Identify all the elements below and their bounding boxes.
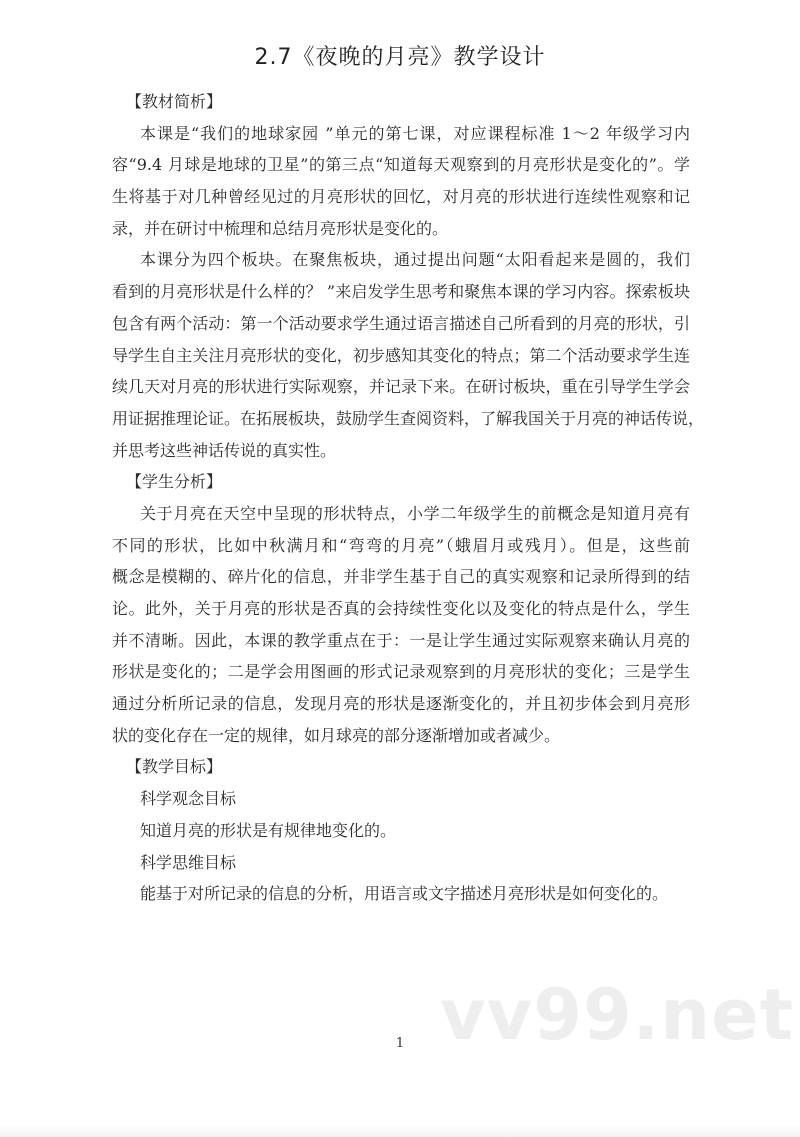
goal-title-science-thinking: 科学思维目标 (140, 852, 237, 872)
document-body (112, 86, 705, 910)
paragraph-line: 导学生自主关注月亮形状的变化，初步感知其变化的特点；第二个活动要求学生连 (112, 345, 690, 365)
paragraph-line: 概念是模糊的、碎片化的信息，并非学生基于自己的真实观察和记录所得到的结 (112, 567, 690, 587)
paragraph-line: 形状是变化的；二是学会用图画的形式记录观察到的月亮形状的变化；三是学生 (112, 662, 690, 682)
paragraph-line: 状的变化存在一定的规律，如月球亮的部分逐渐增加或者减少。 (112, 725, 561, 745)
paragraph-line: 看到的月亮形状是什么样的？ ”来启发学生思考和聚焦本课的学习内容。探索板块 (112, 282, 690, 302)
page-number: 1 (395, 1036, 405, 1051)
paragraph-line: 本课是“我们的地球家园 ”单元的第七课，对应课程标准 1～2 年级学习内 (140, 123, 690, 143)
goal-text-science-concept: 知道月亮的形状是有规律地变化的。 (140, 820, 397, 840)
section-heading-teaching-goals: 【教学目标】 (126, 757, 223, 777)
paragraph-line: 包含有两个活动：第一个活动要求学生通过语言描述自己所看到的月亮的形状，引 (112, 313, 690, 333)
paragraph-line: 本课分为四个板块。在聚焦板块，通过提出问题“太阳看起来是圆的，我们 (140, 250, 690, 270)
paragraph-line: 录，并在研讨中梳理和总结月亮形状是变化的。 (112, 218, 449, 238)
page-bottom-edge (0, 1125, 800, 1137)
section-heading-student-analysis: 【学生分析】 (126, 472, 223, 492)
watermark: vv99.net (440, 974, 795, 1056)
document-title: 2.7《夜晚的月亮》教学设计 (254, 45, 546, 70)
goal-text-science-thinking: 能基于对所记录的信息的分析，用语言或文字描述月亮形状是如何变化的。 (140, 884, 669, 904)
paragraph-line: 用证据推理论证。在拓展板块，鼓励学生查阅资料，了解我国关于月亮的神话传说， (112, 408, 705, 428)
paragraph-line: 续几天对月亮的形状进行实际观察，并记录下来。在研讨板块，重在引导学生学会 (112, 377, 690, 397)
goal-title-science-concept: 科学观念目标 (140, 789, 237, 809)
paragraph-line: 生将基于对几种曾经见过的月亮形状的回忆，对月亮的形状进行连续性观察和记 (112, 187, 690, 207)
paragraph-line: 不同的形状，比如中秋满月和“弯弯的月亮”（蛾眉月或残月）。但是，这些前 (112, 535, 690, 555)
paragraph-line: 容“9.4 月球是地球的卫星”的第三点“知道每天观察到的月亮形状是变化的”。学 (112, 155, 690, 175)
paragraph-line: 论。此外，关于月亮的形状是否真的会持续性变化以及变化的特点是什么，学生 (112, 599, 690, 618)
section-heading-textbook-analysis: 【教材简析】 (126, 92, 223, 111)
paragraph-line: 并不清晰。因此，本课的教学重点在于：一是让学生通过实际观察来确认月亮的 (112, 630, 690, 650)
paragraph-line: 通过分析所记录的信息，发现月亮的形状是逐渐变化的，并且初步体会到月亮形 (112, 694, 690, 714)
paragraph-line: 关于月亮在天空中呈现的形状特点，小学二年级学生的前概念是知道月亮有 (140, 503, 690, 523)
paragraph-line: 并思考这些神话传说的真实性。 (112, 440, 337, 460)
